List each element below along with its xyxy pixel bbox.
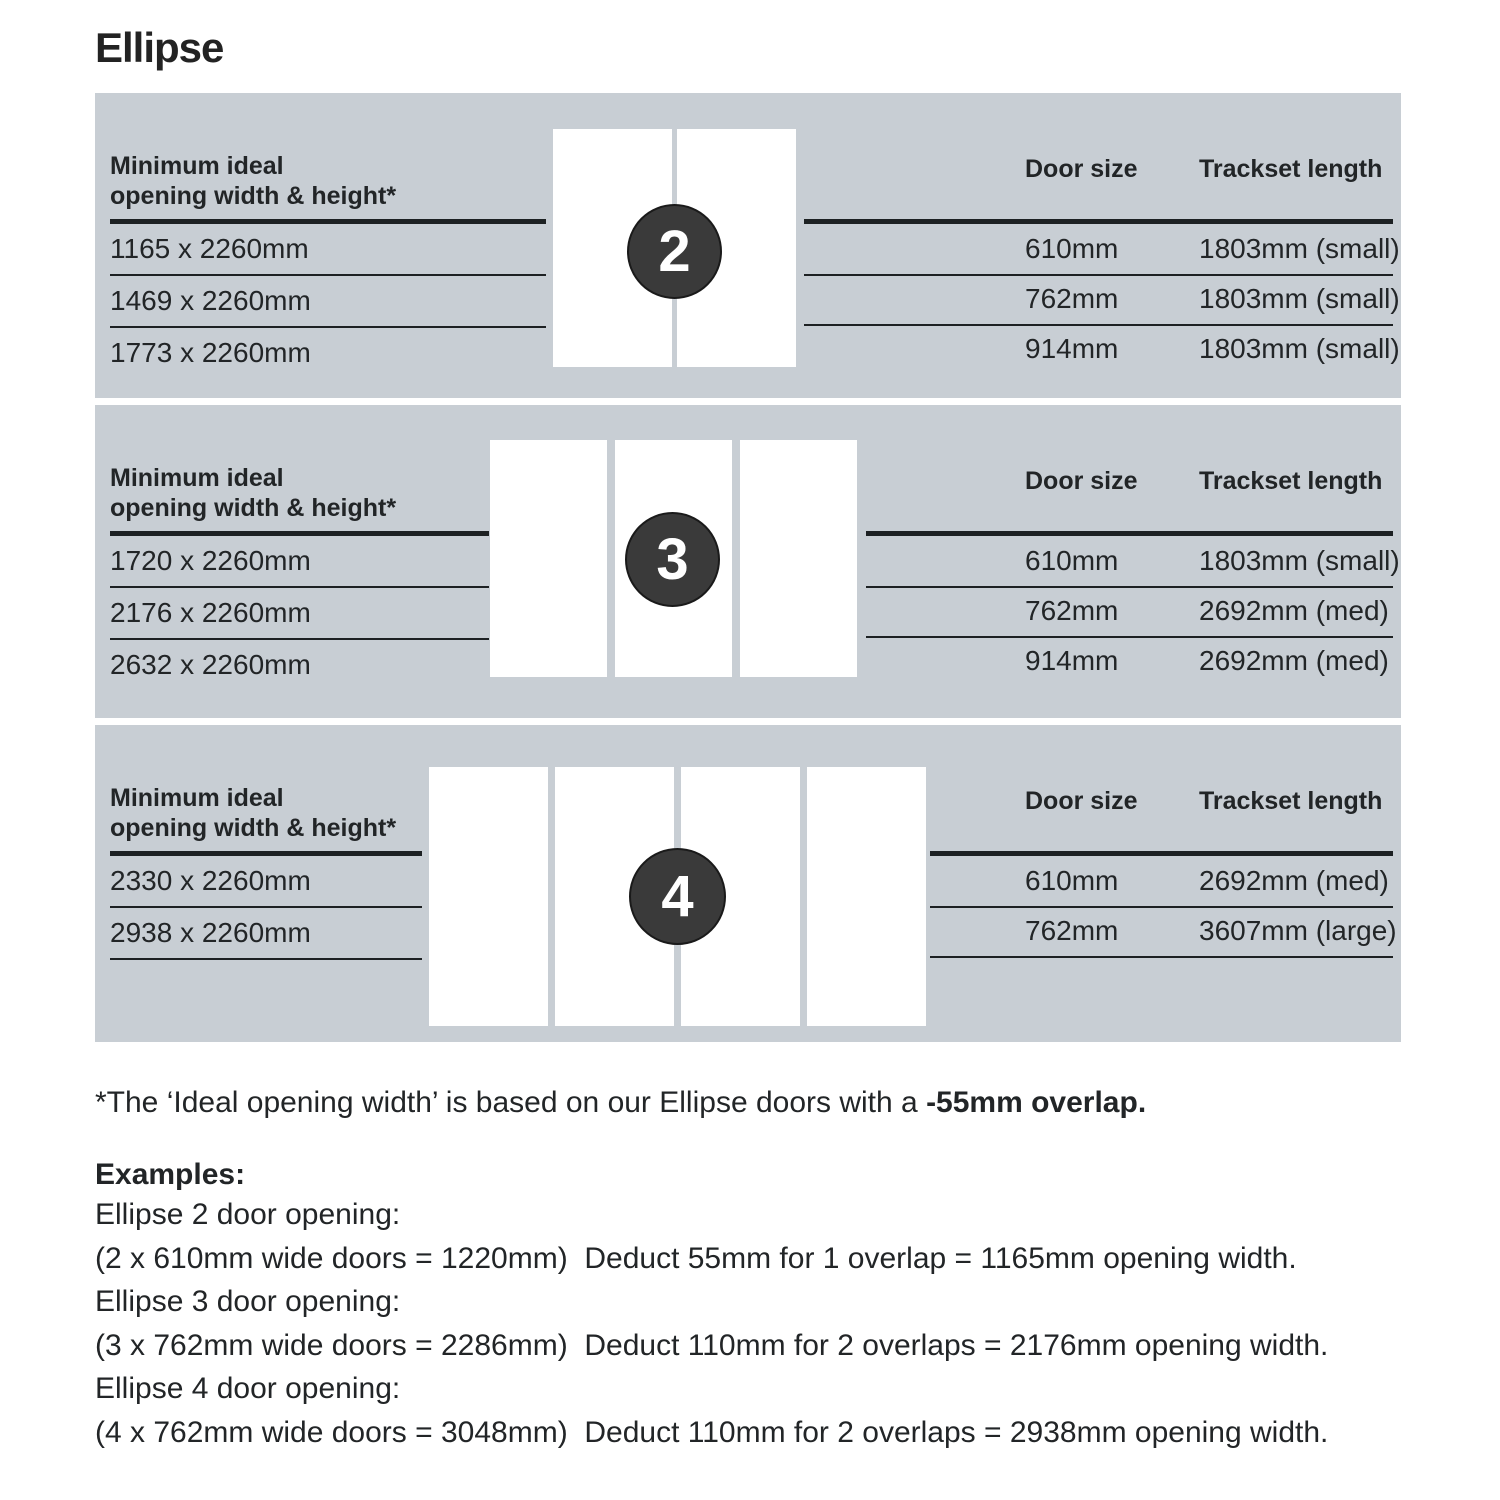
trackset-length-header: Trackset length <box>1199 787 1383 815</box>
opening-size-value: 1720 x 2260mm <box>110 536 489 588</box>
door-size-header: Door size <box>1025 787 1138 815</box>
trackset-value: 1803mm (small) <box>1199 283 1400 314</box>
size-table <box>930 725 1397 1042</box>
table-row <box>930 906 1397 958</box>
door-count-badge: 2 <box>627 204 722 299</box>
section-2-door <box>95 93 1401 398</box>
table-row <box>866 536 1400 588</box>
examples-heading: Examples: <box>95 1158 246 1191</box>
section-divider <box>95 718 1401 725</box>
opening-size-value: 2330 x 2260mm <box>110 856 422 908</box>
example-line: Ellipse 2 door opening: <box>95 1198 401 1231</box>
door-size-value: 762mm <box>1025 915 1119 946</box>
table-row <box>930 856 1393 908</box>
opening-size-list <box>110 224 546 378</box>
trackset-value: 1803mm (small) <box>1199 233 1400 264</box>
example-line: Ellipse 4 door opening: <box>95 1372 401 1405</box>
min-opening-header-line1: Minimum ideal <box>110 784 284 812</box>
size-table <box>866 405 1400 718</box>
table-row <box>804 324 1400 374</box>
min-opening-header-line2: opening width & height* <box>110 494 397 522</box>
min-opening-header-line2: opening width & height* <box>110 182 397 210</box>
door-size-value: 914mm <box>1025 333 1119 364</box>
example-line: (3 x 762mm wide doors = 2286mm) Deduct 110mm for 2 overlaps = 2176mm opening width. <box>95 1328 1329 1362</box>
door-count-badge: 3 <box>625 512 720 607</box>
trackset-length-header: Trackset length <box>1199 155 1383 183</box>
min-opening-header-line1: Minimum ideal <box>110 464 284 492</box>
opening-size-value: 1469 x 2260mm <box>110 276 546 328</box>
examples-block <box>95 1157 1328 1454</box>
section-divider <box>95 398 1401 405</box>
opening-size-value: 1165 x 2260mm <box>110 224 546 276</box>
section-3-door <box>95 405 1401 718</box>
table-row <box>804 274 1400 326</box>
trackset-value: 2692mm (med) <box>1199 645 1389 676</box>
door-size-value: 610mm <box>1025 233 1119 264</box>
trackset-value: 1803mm (small) <box>1199 333 1400 364</box>
opening-size-value: 2176 x 2260mm <box>110 588 489 640</box>
door-size-value: 914mm <box>1025 645 1119 676</box>
table-row <box>866 636 1393 686</box>
table-row <box>866 586 1393 638</box>
size-table <box>804 93 1400 398</box>
min-opening-header <box>110 151 396 211</box>
opening-size-list <box>110 856 422 960</box>
footnote-bold-text: -55mm overlap. <box>926 1086 1147 1119</box>
min-opening-header <box>110 463 396 523</box>
door-size-header: Door size <box>1025 467 1138 495</box>
min-opening-header-line2: opening width & height* <box>110 814 397 842</box>
door-size-value: 610mm <box>1025 545 1119 576</box>
section-4-door <box>95 725 1401 1042</box>
min-opening-header-line1: Minimum ideal <box>110 152 284 180</box>
door-panel <box>740 440 857 677</box>
trackset-value: 1803mm (small) <box>1199 545 1400 576</box>
door-size-header: Door size <box>1025 155 1138 183</box>
trackset-value: 3607mm (large) <box>1199 915 1397 946</box>
opening-size-value: 1773 x 2260mm <box>110 337 311 368</box>
example-line: (4 x 762mm wide doors = 3048mm) Deduct 110mm for 2 overlaps = 2938mm opening width. <box>95 1415 1329 1449</box>
footnote <box>95 1086 1146 1120</box>
trackset-value: 2692mm (med) <box>1199 865 1389 896</box>
opening-size-value: 2632 x 2260mm <box>110 649 311 680</box>
min-opening-header <box>110 783 396 843</box>
example-line: Ellipse 3 door opening: <box>95 1285 401 1318</box>
trackset-value: 2692mm (med) <box>1199 595 1389 626</box>
trackset-length-header: Trackset length <box>1199 467 1383 495</box>
page-title: Ellipse <box>95 24 224 71</box>
opening-size-value: 2938 x 2260mm <box>110 908 422 960</box>
opening-size-list <box>110 536 489 690</box>
door-size-value: 762mm <box>1025 283 1119 314</box>
door-count-badge: 4 <box>629 848 726 945</box>
door-size-value: 610mm <box>1025 865 1119 896</box>
table-row <box>804 224 1400 276</box>
door-size-value: 762mm <box>1025 595 1119 626</box>
footnote-text: *The ‘Ideal opening width’ is based on our Ellipse doors with a <box>95 1086 927 1119</box>
example-line: (2 x 610mm wide doors = 1220mm) Deduct 55mm for 1 overlap = 1165mm opening width. <box>95 1241 1297 1275</box>
door-panel <box>429 767 548 1026</box>
spec-table-panel <box>95 93 1401 1042</box>
door-panel <box>807 767 926 1026</box>
door-panel <box>490 440 607 677</box>
